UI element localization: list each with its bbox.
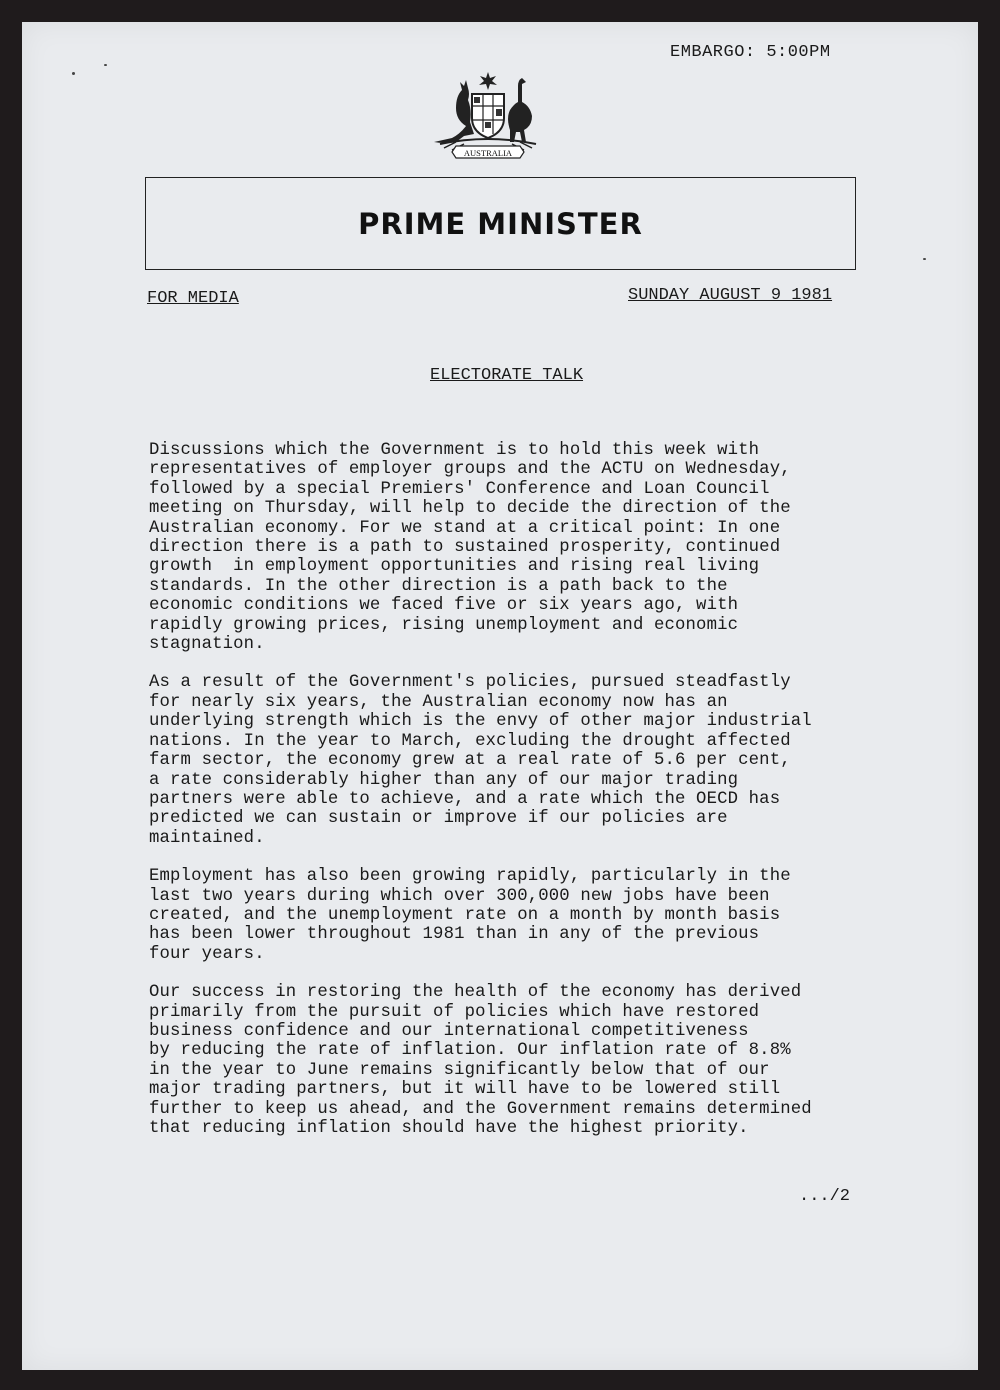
text-line: Employment has also been growing rapidly, particularly in the (149, 867, 791, 887)
text-line: farm sector, the economy grew at a real rate of 5.6 per cent, (149, 751, 791, 771)
embargo-notice: EMBARGO: 5:00PM (670, 43, 831, 62)
text-line: direction there is a path to sustained prosperity, continued (149, 538, 781, 558)
text-line: followed by a special Premiers' Conference and Loan Council (149, 479, 770, 499)
text-line: in the year to June remains significantly below that of our (149, 1060, 770, 1080)
page-title: PRIME MINISTER (358, 206, 643, 241)
text-line: representatives of employer groups and the ACTU on Wednesday, (149, 460, 791, 480)
text-line: primarily from the pursuit of policies which have restored (149, 1002, 760, 1022)
paragraph-2 (149, 673, 909, 848)
paragraph-3 (149, 867, 909, 964)
text-line: predicted we can sustain or improve if our policies are (149, 809, 728, 829)
paper-speck (72, 72, 75, 75)
text-line: nations. In the year to March, excluding the drought affected (149, 731, 791, 751)
text-line: four years. (149, 944, 265, 964)
paragraph-4 (149, 983, 909, 1138)
text-line: that reducing inflation should have the highest priority. (149, 1119, 749, 1138)
text-line: standards. In the other direction is a path back to the (149, 576, 728, 596)
text-line: major trading partners, but it will have to be lowered still (149, 1080, 781, 1100)
text-line: further to keep us ahead, and the Government remains determined (149, 1099, 812, 1119)
text-line: partners were able to achieve, and a rate which the OECD has (149, 789, 781, 809)
coat-of-arms-icon (426, 70, 550, 164)
text-line: meeting on Thursday, will help to decide the direction of the (149, 499, 791, 519)
text-line: created, and the unemployment rate on a month by month basis (149, 905, 781, 925)
text-line: a rate considerably higher than any of our major trading (149, 770, 739, 790)
text-line: has been lower throughout 1981 than in any of the previous (149, 925, 760, 945)
text-line: last two years during which over 300,000 new jobs have been (149, 886, 770, 906)
text-line: growth in employment opportunities and rising real living (149, 557, 760, 577)
paragraph-1 (149, 441, 909, 654)
text-line: underlying strength which is the envy of other major industrial (149, 712, 812, 732)
text-line: rapidly growing prices, rising unemployment and economic (149, 615, 739, 635)
release-date: SUNDAY AUGUST 9 1981 (628, 286, 833, 305)
document-body (149, 441, 909, 1157)
text-line: by reducing the rate of inflation. Our inflation rate of 8.8% (149, 1041, 791, 1061)
text-line: Discussions which the Government is to hold this week with (149, 441, 760, 460)
text-line: As a result of the Government's policies, pursued steadfastly (149, 673, 791, 693)
paper-speck (923, 258, 926, 260)
text-line: Our success in restoring the health of the economy has derived (149, 983, 802, 1003)
text-line: maintained. (149, 828, 265, 848)
text-line: for nearly six years, the Australian economy now has an (149, 692, 728, 712)
document-heading: ELECTORATE TALK (430, 366, 584, 385)
text-line: Australian economy. For we stand at a critical point: In one (149, 518, 781, 538)
for-media-label: FOR MEDIA (147, 289, 239, 308)
text-line: business confidence and our international competitiveness (149, 1021, 749, 1041)
paper-speck (104, 64, 107, 66)
page-continuation: .../2 (799, 1187, 851, 1206)
text-line: stagnation. (149, 635, 265, 655)
text-line: economic conditions we faced five or six years ago, with (149, 596, 739, 616)
title-box (145, 177, 856, 270)
crest-label: AUSTRALIA (463, 148, 513, 158)
